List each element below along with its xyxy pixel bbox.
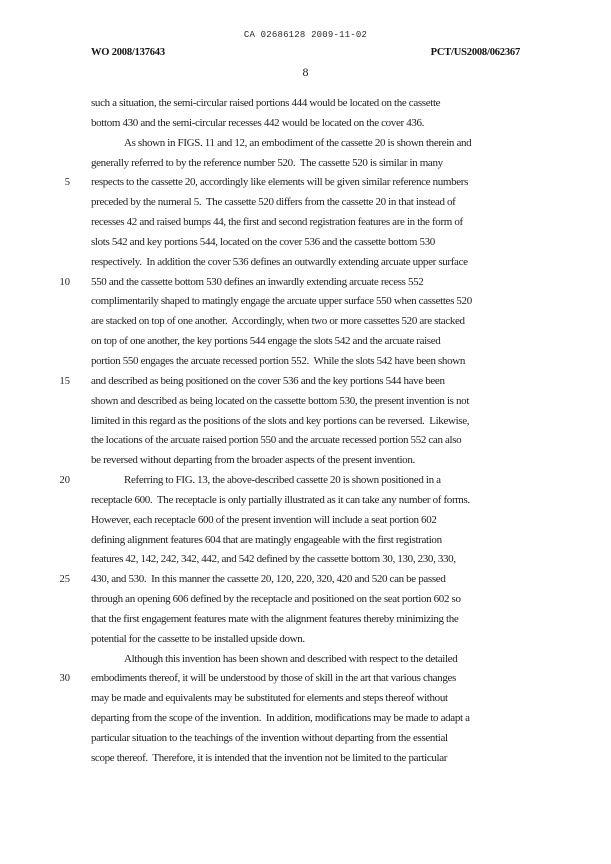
text-line-content: slots 542 and key portions 544, located on the cover 536 and the cassette bottom 530 — [91, 235, 435, 248]
text-line — [0, 590, 611, 610]
text-line-content: Although this invention has been shown and described with respect to the detailed — [124, 652, 458, 665]
text-line — [0, 650, 611, 670]
text-line-content: shown and described as being located on the cassette bottom 530, the present invention is not — [91, 394, 470, 407]
text-line-content: receptacle 600. The receptacle is only partially illustrated as it can take any number of forms. — [91, 493, 470, 506]
page-number: 8 — [302, 65, 309, 79]
publication-header — [91, 47, 520, 58]
text-line — [0, 173, 611, 193]
publication-number: WO 2008/137643 — [91, 47, 165, 58]
text-line-content: embodiments thereof, it will be understood by those of skill in the art that various changes — [91, 672, 456, 685]
text-line-content: defining alignment features 604 that are matingly engageable with the first registration — [91, 533, 442, 546]
text-line — [0, 352, 611, 372]
margin-line-number: 10 — [59, 276, 70, 288]
text-line — [0, 669, 611, 689]
text-line-content: preceded by the numeral 5. The cassette 520 differs from the cassette 20 in that instead of — [91, 196, 456, 209]
text-line-content: 550 and the cassette bottom 530 defines an inwardly extending arcuate recess 552 — [91, 275, 424, 288]
text-line-content: Referring to FIG. 13, the above-described cassette 20 is shown positioned in a — [124, 474, 441, 487]
text-line — [0, 531, 611, 551]
text-line-content: respectively. In addition the cover 536 defines an outwardly extending arcuate upper surface — [91, 255, 468, 268]
text-line — [0, 451, 611, 471]
text-line-content: are stacked on top of one another. Accordingly, when two or more cassettes 520 are stacked — [91, 315, 465, 328]
text-line-content: potential for the cassette to be installed upside down. — [91, 632, 305, 645]
margin-line-number: 25 — [59, 574, 70, 586]
text-line — [0, 709, 611, 729]
text-line — [0, 689, 611, 709]
text-line-content: As shown in FIGS. 11 and 12, an embodiment of the cassette 20 is shown therein and — [124, 136, 472, 149]
margin-line-number: 5 — [64, 177, 70, 189]
margin-line-number: 30 — [59, 673, 70, 685]
text-line — [0, 570, 611, 590]
text-line — [0, 610, 611, 630]
filing-stamp: CA 02686128 2009-11-02 — [243, 30, 368, 40]
text-line — [0, 193, 611, 213]
text-line-content: on top of one another, the key portions 544 engage the slots 542 and the arcuate raised — [91, 335, 441, 348]
text-line-content: 430, and 530. In this manner the cassette 20, 120, 220, 320, 420 and 520 can be passed — [91, 573, 446, 586]
text-line-content: recesses 42 and raised bumps 44, the first and second registration features are in the form of — [91, 216, 463, 229]
margin-line-number: 15 — [59, 375, 70, 387]
text-line — [0, 630, 611, 650]
text-line — [0, 253, 611, 273]
text-line-content: portion 550 engages the arcuate recessed portion 552. While the slots 542 have been shown — [91, 354, 465, 367]
text-line — [0, 412, 611, 432]
text-line — [0, 471, 611, 491]
text-line — [0, 134, 611, 154]
text-line — [0, 550, 611, 570]
body-text — [0, 94, 611, 769]
text-line — [0, 392, 611, 412]
text-line — [0, 213, 611, 233]
text-line-content: be reversed without departing from the broader aspects of the present invention. — [91, 454, 415, 467]
text-line-content: generally referred to by the reference number 520. The cassette 520 is similar in many — [91, 156, 443, 169]
text-line-content: bottom 430 and the semi-circular recesses 442 would be located on the cover 436. — [91, 116, 425, 129]
text-line — [0, 273, 611, 293]
text-line — [0, 233, 611, 253]
text-line — [0, 114, 611, 134]
text-line — [0, 431, 611, 451]
text-line-content: the locations of the arcuate raised portion 550 and the arcuate recessed portion 552 can also — [91, 434, 462, 447]
text-line-content: features 42, 142, 242, 342, 442, and 542 defined by the cassette bottom 30, 130, 230, 330, — [91, 553, 456, 566]
text-line-content: that the first engagement features mate with the alignment features thereby minimizing the — [91, 612, 459, 625]
text-line — [0, 312, 611, 332]
text-line-content: departing from the scope of the invention. In addition, modifications may be made to adapt a — [91, 712, 470, 725]
text-line-content: such a situation, the semi-circular raised portions 444 would be located on the cassette — [91, 97, 441, 109]
text-line — [0, 292, 611, 312]
text-line-content: limited in this regard as the positions of the slots and key portions can be reversed. Likewise, — [91, 414, 470, 427]
text-line-content: and described as being positioned on the cover 536 and the key portions 544 have been — [91, 374, 445, 387]
text-line-content: through an opening 606 defined by the receptacle and positioned on the seat portion 602 so — [91, 593, 461, 606]
text-line-content: However, each receptacle 600 of the present invention will include a seat portion 602 — [91, 513, 437, 526]
application-reference: PCT/US2008/062367 — [430, 47, 520, 58]
text-line-content: respects to the cassette 20, accordingly like elements will be given similar reference numbers — [91, 176, 469, 189]
text-line-content: may be made and equivalents may be substituted for elements and steps thereof without — [91, 692, 448, 705]
text-line — [0, 94, 611, 114]
text-line — [0, 511, 611, 531]
text-line-content: scope thereof. Therefore, it is intended that the invention not be limited to the particular — [91, 751, 448, 764]
text-line — [0, 372, 611, 392]
text-line-content: complimentarily shaped to matingly engage the arcuate upper surface 550 when cassettes 520 — [91, 295, 472, 308]
text-line — [0, 332, 611, 352]
text-line — [0, 154, 611, 174]
text-line — [0, 749, 611, 769]
text-line — [0, 729, 611, 749]
text-line-content: particular situation to the teachings of the invention without departing from the essential — [91, 732, 448, 744]
text-line — [0, 491, 611, 511]
margin-line-number: 20 — [59, 475, 70, 487]
